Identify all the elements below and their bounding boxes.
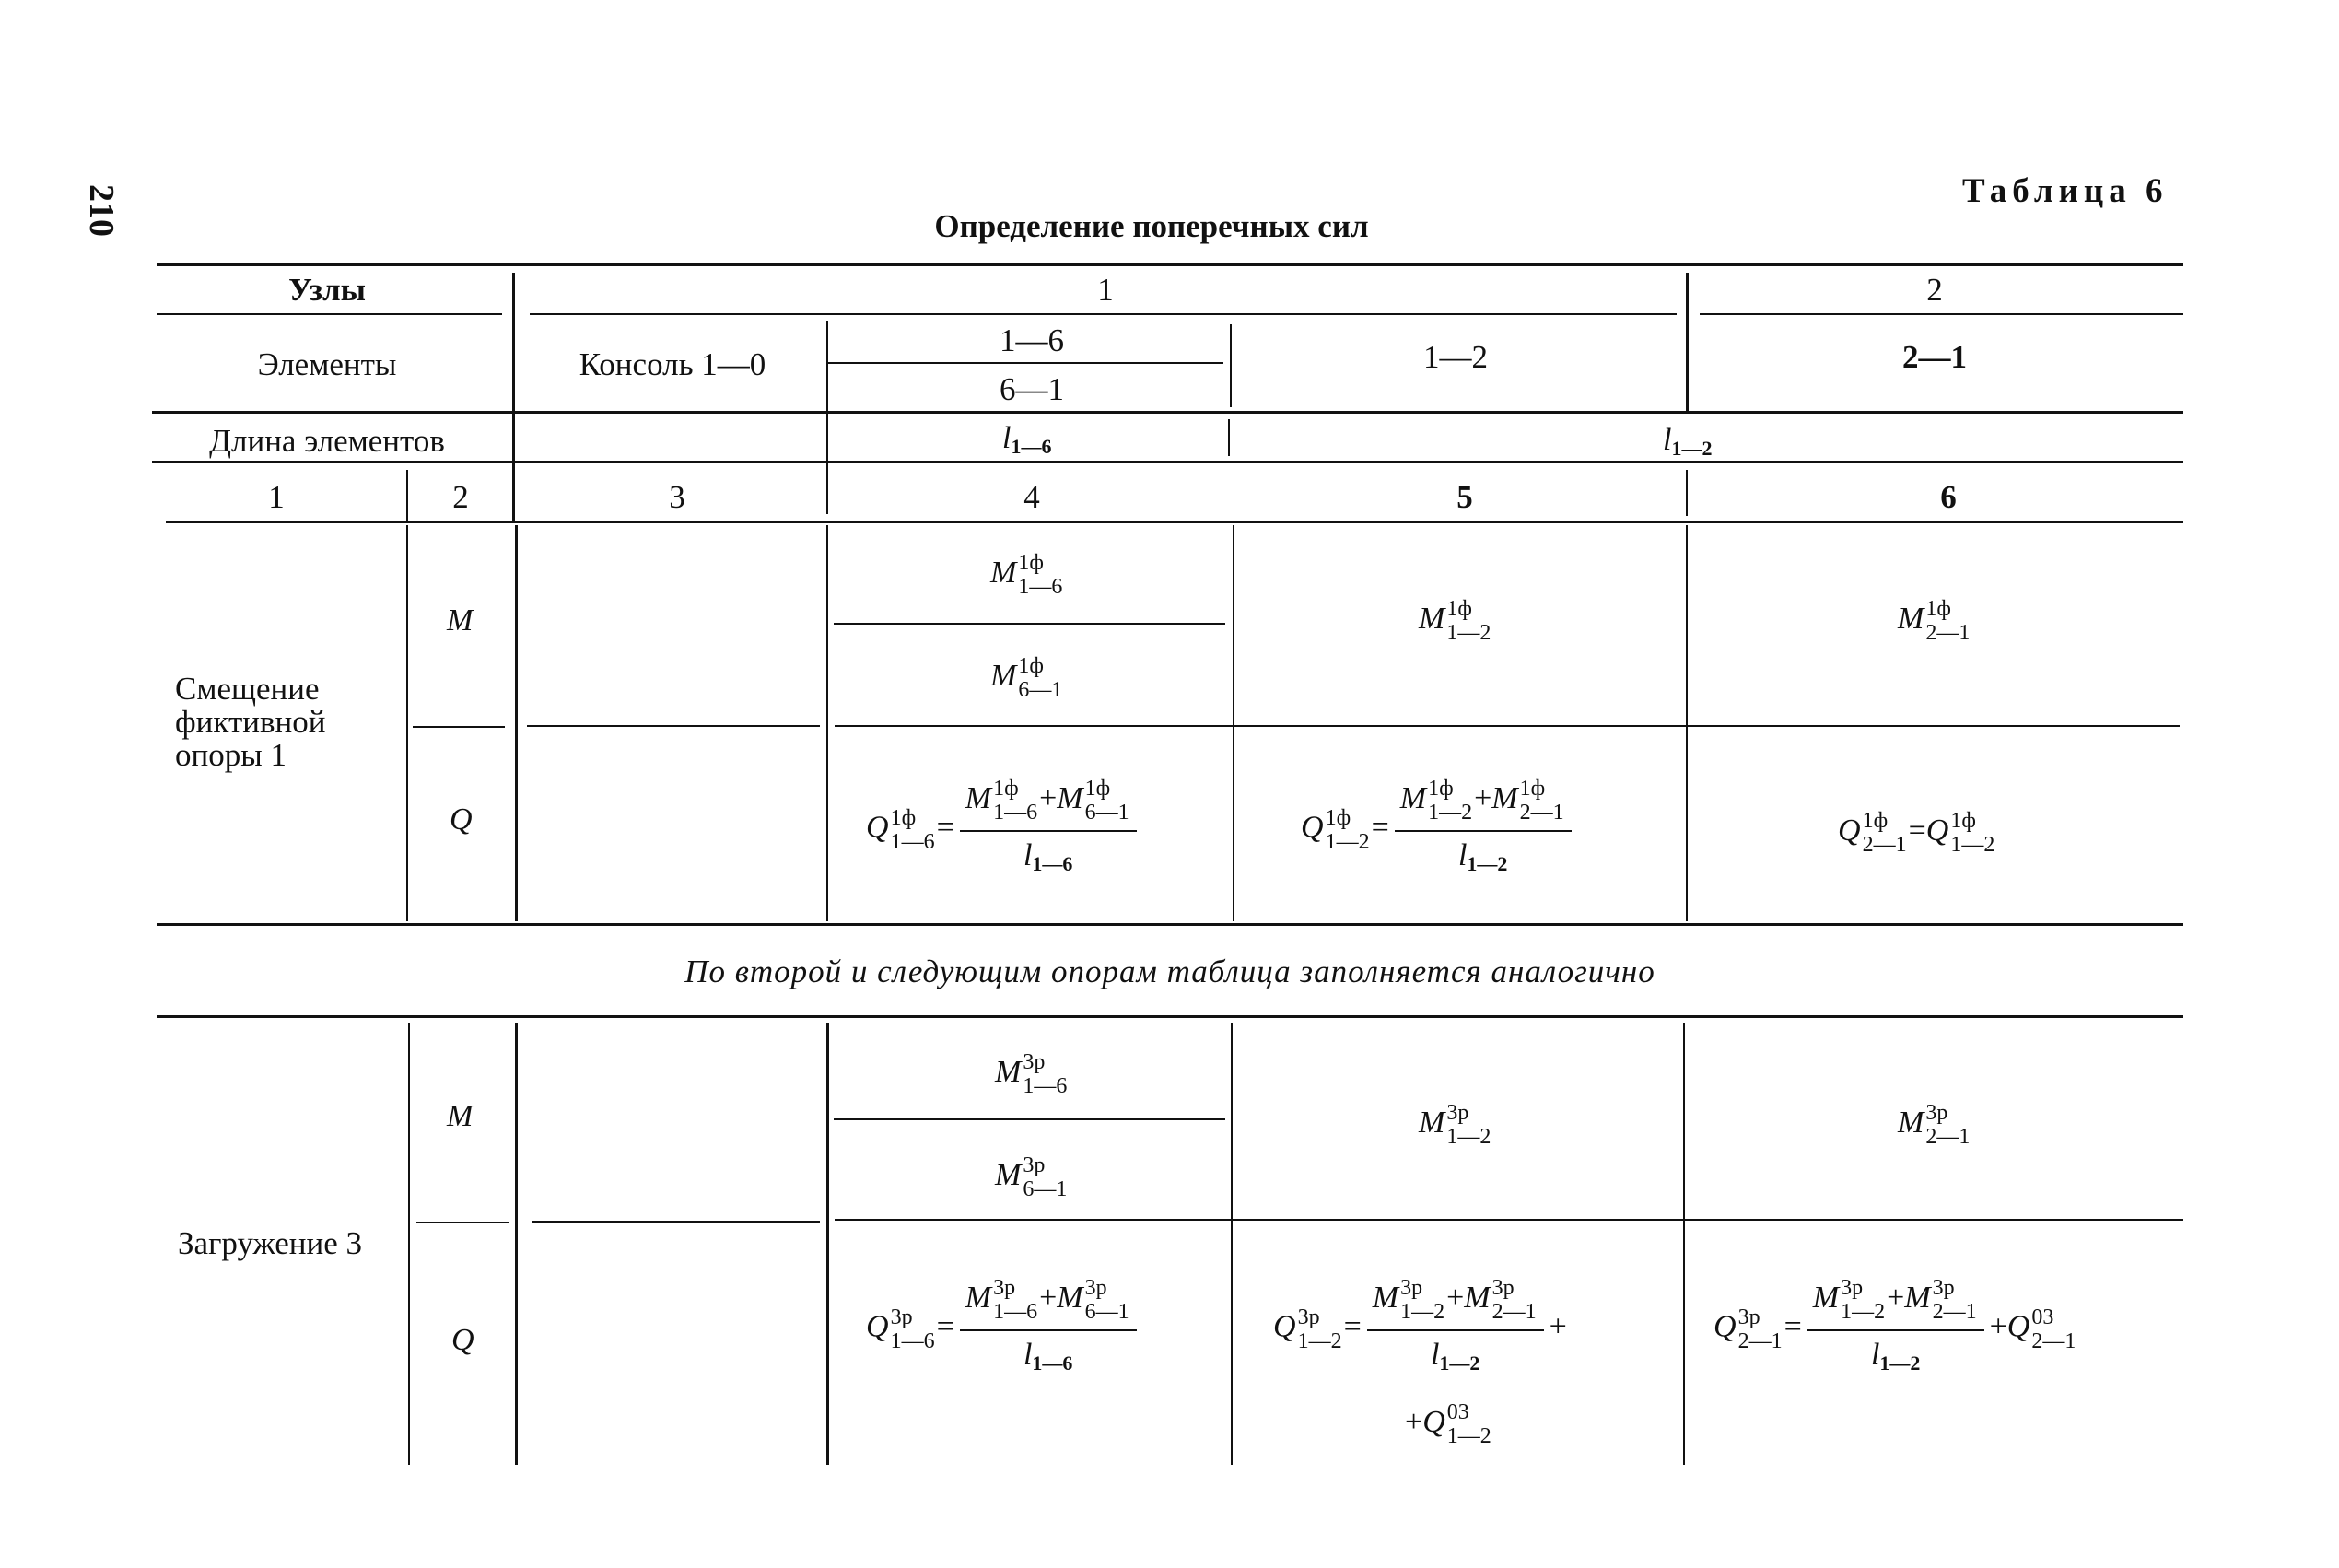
element-1-6: 1—6: [1000, 322, 1064, 358]
section-2-label: Загружение 3: [178, 1225, 363, 1261]
node-2-header: 2: [1926, 272, 1943, 308]
section-2-row-Q: Q: [451, 1323, 474, 1357]
col-number-5: 5: [1456, 479, 1473, 515]
element-6-1: 6—1: [1000, 371, 1064, 407]
s1-m-1-2: M 1ф 1—2: [1419, 597, 1491, 645]
nodes-header: Узлы: [288, 272, 366, 308]
s2-q-1-6-formula: Q 3р 1—6 = M 3р 1—6 +M 3р 6—1 $l_{1—6}$: [866, 1276, 1142, 1382]
section-2-row-M: M: [447, 1099, 474, 1133]
section-1-label-line1: Смещение: [175, 671, 320, 707]
s1-q-2-1-formula: Q 1ф 2—1 =Q 1ф 1—2: [1838, 809, 1995, 857]
elements-header: Элементы: [257, 346, 397, 382]
section-1-label-line2: фиктивной: [175, 704, 326, 740]
element-console: Консоль 1—0: [579, 346, 766, 382]
length-1-2: $l_{1—2}$: [1663, 423, 1713, 460]
col-number-1: 1: [268, 479, 285, 515]
s2-m-6-1: M 3р 6—1: [995, 1153, 1068, 1201]
s1-m-1-6: M 1ф 1—6: [990, 551, 1063, 599]
col-number-3: 3: [669, 479, 685, 515]
page-number: 210: [82, 184, 121, 237]
length-header: Длина элементов: [209, 423, 445, 459]
table-label: Таблица 6: [1962, 172, 2169, 210]
s1-m-6-1: M 1ф 6—1: [990, 654, 1063, 702]
col-number-2: 2: [452, 479, 469, 515]
node-1-header: 1: [1097, 272, 1114, 308]
element-1-2: 1—2: [1423, 339, 1488, 375]
s1-q-1-6-formula: Q 1ф 1—6 = M 1ф 1—6 +M 1ф 6—1 $l_{1—6}$: [866, 777, 1142, 883]
separator-note: По второй и следующим опорам таблица заполняется аналогично: [684, 954, 1655, 989]
length-1-6: $l_{1—6}$: [1002, 421, 1052, 458]
s2-q-1-2-formula: Q 3р 1—2 = M 3р 1—2 +M 3р 2—1 $l_{1—2}$ +: [1273, 1276, 1567, 1375]
element-2-1: 2—1: [1902, 339, 1967, 375]
s2-m-2-1: M 3р 2—1: [1898, 1101, 1971, 1149]
section-1-row-Q: Q: [450, 802, 473, 837]
s2-q-2-1-formula: Q 3р 2—1 = M 3р 1—2 +M 3р 2—1 $l_{1—2}$ +Q 03 2—1: [1713, 1276, 2076, 1375]
col-number-6: 6: [1940, 479, 1957, 515]
table-title: Определение поперечных сил: [934, 208, 1369, 244]
s1-m-2-1: M 1ф 2—1: [1898, 597, 1971, 645]
s1-q-1-2-formula: Q 1ф 1—2 = M 1ф 1—2 +M 1ф 2—1 $l_{1—2}$: [1301, 777, 1577, 883]
col-number-4: 4: [1023, 479, 1040, 515]
s2-m-1-2: M 3р 1—2: [1419, 1101, 1491, 1149]
section-1-row-M: M: [447, 603, 474, 638]
s2-m-1-6: M 3р 1—6: [995, 1050, 1068, 1098]
s2-q-1-2-extra: +Q 03 1—2: [1405, 1400, 1491, 1448]
section-1-label-line3: опоры 1: [175, 737, 287, 773]
